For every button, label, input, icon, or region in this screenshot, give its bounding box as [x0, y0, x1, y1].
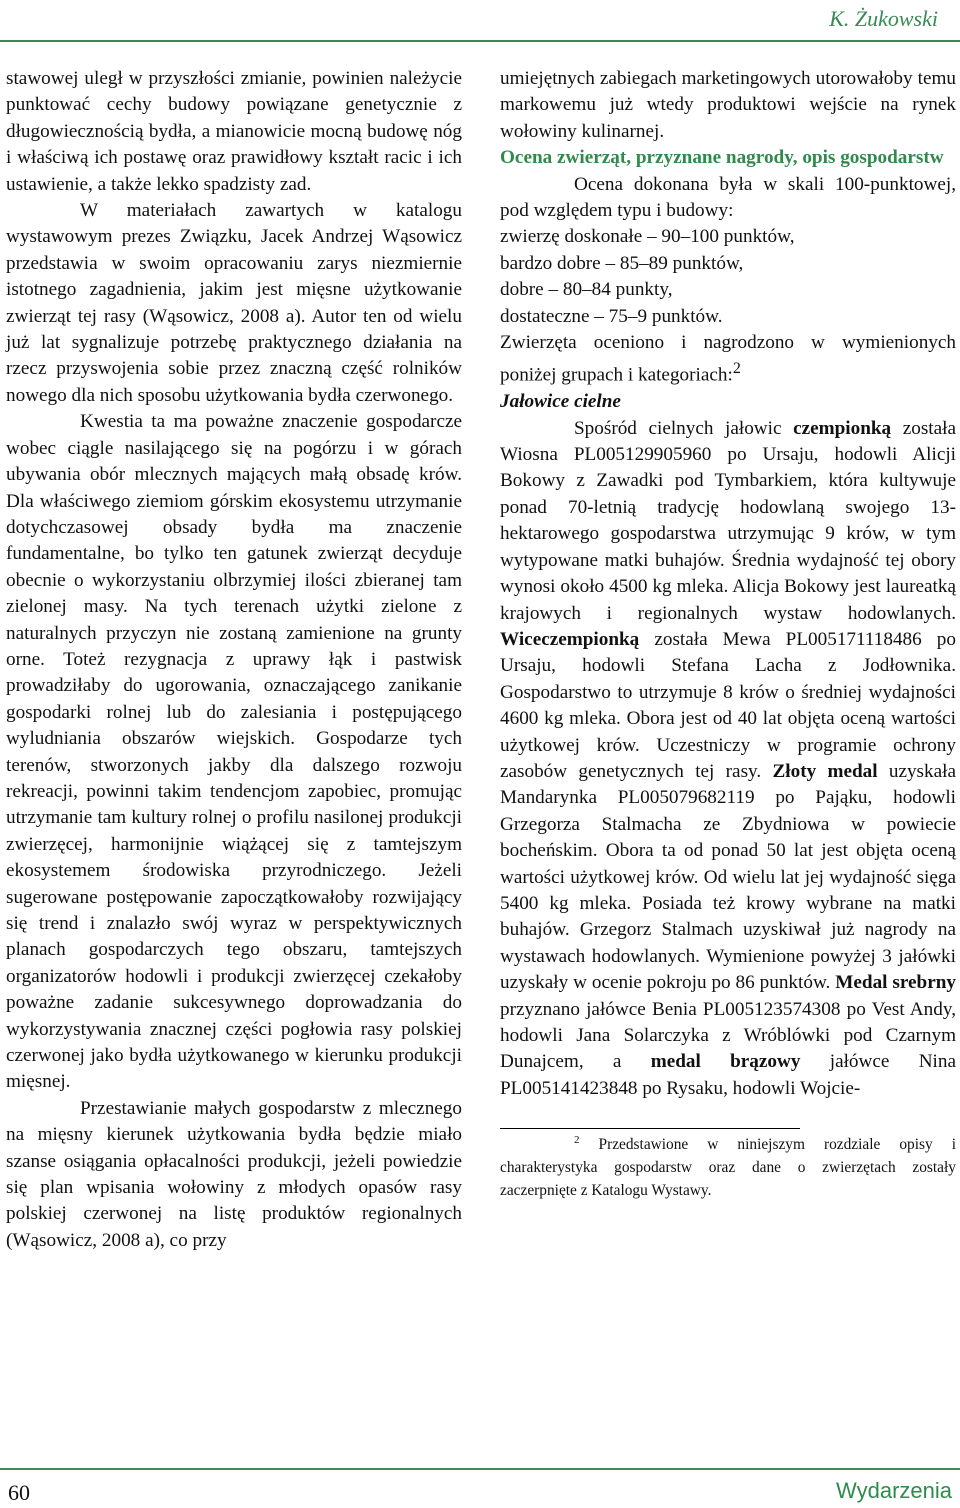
text-run: przyznano jałówce Benia PL005123574308 po Vest Andy, hodowli Jana Solarczyka z Wróblówki pod Czarnym Dunajcem, a	[500, 998, 956, 1073]
categories-text: Zwierzęta oceniono i nagrodzono w wymienionych poniżej grupach i kategoriach:	[500, 332, 956, 386]
header-divider	[0, 40, 960, 42]
footnote-number: 2	[574, 1134, 580, 1147]
footer-divider	[0, 1468, 960, 1470]
text-run: jałówce Nina PL005141423848 po Rysaku, hodowli Wojcie-	[500, 1051, 956, 1099]
running-header-author: K. Żukowski	[829, 6, 938, 31]
list-item: zwierzę doskonałe – 90–100 punktów,	[500, 226, 795, 248]
paragraph: stawowej uległ w przyszłości zmianie, powinien należycie punktować cechy budowy powiązane genetycznie z długowiecznością bydła, a mianowicie mocną budowę nóg i właściwą ich postawę oraz prawidłowy kształt racic i ich ustawienie, a także lekko spadzisty zad.	[6, 68, 462, 195]
text-run: Spośród cielnych jałowic	[574, 417, 794, 439]
page-number: 60	[8, 1480, 30, 1505]
left-column	[6, 66, 462, 1254]
award-gold-medal: Złoty medal	[772, 760, 878, 782]
list-item: dobre – 80–84 punkty,	[500, 279, 673, 301]
text-run: została Wiosna PL005129905960 po Ursaju, hodowli Alicji Bokowy z Zawadki pod Tymbarkiem, która kultywuje ponad 70-letnią tradycję hodowlaną swojego 13-hektarowego gospodarstwa utrzymując 9 krów, w tym wytypowane matki buhajów. Średnia wydajność tej obory wynosi około 4500 kg mleka. Alicja Bokowy jest laureatką krajowych i regionalnych wystaw hodowlanych.	[500, 417, 956, 624]
subsection-heading: Jałowice cielne	[500, 391, 621, 413]
paragraph	[500, 330, 956, 389]
text-run: została Mewa PL005171118486 po Ursaju, hodowli Stefana Lacha z Jodłownika. Gospodarstwo to utrzymuje 8 krów o średniej wydajności 4600 kg mleka. Obora jest od 40 lat objęta oceną wartości użytkowej krów. Uczestniczy w programie ochrony zasobów genetycznych tej rasy.	[500, 628, 956, 782]
list-item: dostateczne – 75–9 punktów.	[500, 305, 723, 327]
footnote	[500, 1129, 956, 1202]
section-heading: Ocena zwierząt, przyznane nagrody, opis gospodarstw	[500, 147, 944, 169]
paragraph: Kwestia ta ma poważne znaczenie gospodarcze wobec ciągle nasilającego się na pogórzu i w górach ubywania obór mlecznych mających małą obsadę krów. Dla właściwego ziemiom górskim ekosystemu utrzymanie dotychczasowej obsady bydła ma znaczenie fundamentalne, bo tylko ten gatunek zwierząt decyduje obecnie o wykorzystaniu olbrzymiej ilości zbieranej tam zielonej masy. Na tych terenach użytki zielone z naturalnych przyczyn nie zostaną zamienione na grunty orne. Toteż rezygnacja z uprawy łąk i pastwisk prowadziłaby do ugorowania, oznaczającego zanikanie gospodarki rolnej lub do zalesiania i postępującego wyludniania obszarów wiejskich. Gospodarze tych terenów, stworzonych jakby dla dalszego rozwoju rekreacji, powinni takim tendencjom zapobiec, promując utrzymanie tam kultury rolnej o profilu nasilonej produkcji zwierzęcej, harmonijnie wiążącej się z tamtejszym ekosystemem środowiska przyrodniczego. Jeżeli sugerowane postępowanie zapoczątkowałoby rozwijający się trend i znalazło swój wyraz w perspektywicznych planach gospodarczych tego obszaru, tamtejszych organizatorów hodowli i produkcji zwierzęcej czekałoby poważne zadanie sukcesywnego doprowadzania do wykorzystywania znacznej części pogłowia rasy polskiej czerwonej jako bydła użytkowanego w kierunku produkcji mięsnej.	[6, 411, 462, 1093]
paragraph: Ocena dokonana była w skali 100-punktowej, pod względem typu i budowy:	[500, 173, 956, 222]
footnote-text: Przedstawione w niniejszym rozdziale opisy i charakterystyka gospodarstw oraz dane o zwierzętach zostały zaczerpnięte z Katalogu Wystawy.	[500, 1136, 956, 1200]
paragraph: Przestawianie małych gospodarstw z mlecznego na mięsny kierunek użytkowania bydła będzie miało szanse osiągania opłacalności produkcji, jeżeli powiedzie się plan wpisania wołowiny z młodych opasów rasy polskiej czerwonej na listę produktów regionalnych (Wąsowicz, 2008 a), co przy	[6, 1097, 462, 1251]
text-run: uzyskała Mandarynka PL005079682119 po Pająku, hodowli Grzegorza Stalmacha ze Zbydniowa w powiecie bocheńskim. Obora ta od ponad 50 lat jest objęta oceną wartości użytkowej krów. Od wielu lat jej wydajność sięga 5400 kg mleka. Posiada też krowy wybrane na matki buhajów. Grzegorz Stalmach uzyskiwał już nagrody na wystawach hodowlanych. Wymienione powyżej 3 jałówki uzyskały w ocenie pokroju po 86 punktów.	[500, 760, 956, 994]
award-champion: czempionką	[793, 417, 892, 439]
right-column	[500, 66, 956, 1202]
award-vice-champion: Wiceczempionką	[500, 628, 640, 650]
list-item: bardzo dobre – 85–89 punktów,	[500, 252, 744, 274]
award-bronze-medal: medal brązowy	[650, 1051, 801, 1073]
paragraph: W materiałach zawartych w katalogu wystawowym prezes Związku, Jacek Andrzej Wąsowicz przedstawia w swoim opracowaniu zarys niezmiernie istotnego zagadnienia, jakim jest mięsne użytkowanie zwierząt tej rasy (Wąsowicz, 2008 a). Autor ten od wielu już lat sygnalizuje potrzebę praktycznego działania na rzecz przyswojenia sobie przez znaczną część rolników nowego dla nich sposobu użytkowania bydła czerwonego.	[6, 200, 462, 406]
footnote-reference[interactable]: 2	[732, 360, 741, 378]
award-silver-medal: Medal srebrny	[835, 972, 957, 994]
paragraph: umiejętnych zabiegach marketingowych utorowałoby temu markowemu już wtedy produktowi wejście na rynek wołowiny kulinarnej.	[500, 68, 956, 142]
section-name: Wydarzenia	[836, 1478, 952, 1503]
paragraph	[500, 416, 956, 1103]
rating-scale-list	[500, 224, 956, 330]
